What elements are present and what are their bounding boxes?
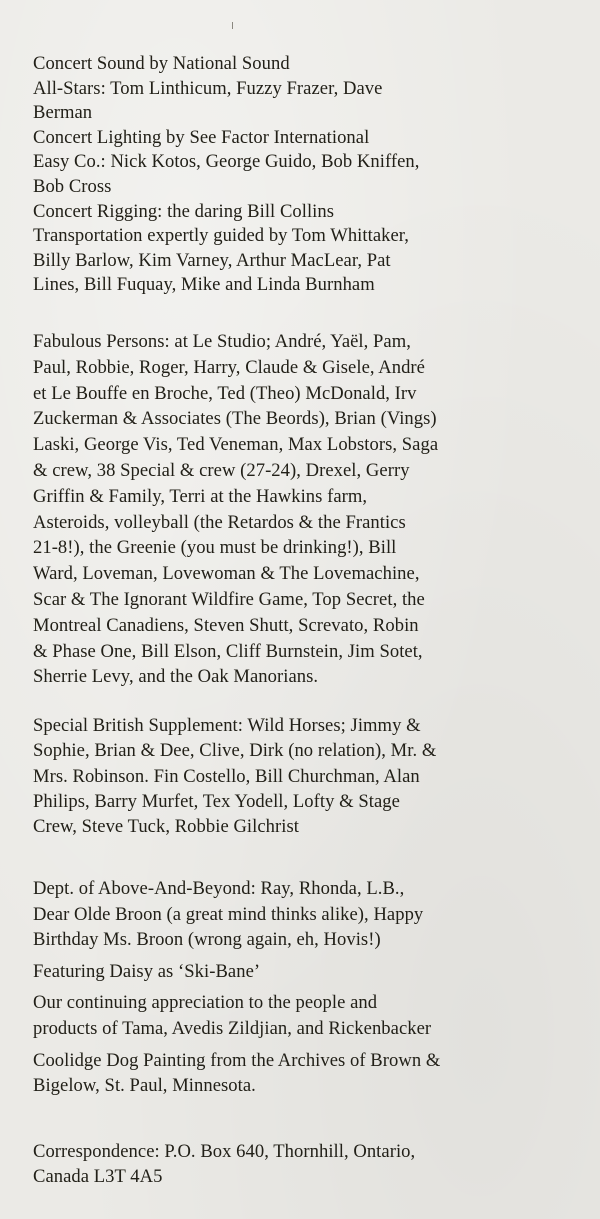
text-line: Dear Olde Broon (a great mind thinks alike), Happy <box>33 903 424 925</box>
text-line: & Phase One, Bill Elson, Cliff Burnstein, Jim Sotet, <box>33 640 423 662</box>
text-line: Philips, Barry Murfet, Tex Yodell, Lofty & Stage <box>33 790 400 812</box>
text-line: Coolidge Dog Painting from the Archives of Brown & <box>33 1049 441 1071</box>
text-line: Bigelow, St. Paul, Minnesota. <box>33 1075 256 1097</box>
text-line: Our continuing appreciation to the people and <box>33 992 378 1014</box>
text-line: Transportation expertly guided by Tom Whittaker, <box>33 225 409 247</box>
correspondence-section <box>33 1139 578 1189</box>
printed-tick-mark <box>232 22 233 29</box>
text-line: Canada L3T 4A5 <box>33 1166 163 1187</box>
text-line: Special British Supplement: Wild Horses; Jimmy & <box>33 715 421 736</box>
text-line: Sophie, Brian & Dee, Clive, Dirk (no relation), Mr. & <box>33 740 437 762</box>
text-line: products of Tama, Avedis Zildjian, and Rickenbacker <box>33 1017 432 1039</box>
text-line: Correspondence: P.O. Box 640, Thornhill, Ontario, <box>33 1141 416 1162</box>
text-line: Crew, Steve Tuck, Robbie Gilchrist <box>33 816 299 838</box>
text-line: Lines, Bill Fuquay, Mike and Linda Burnham <box>33 274 375 296</box>
text-line: Dept. of Above-And-Beyond: Ray, Rhonda, L.B., <box>33 878 405 899</box>
text-line: Bob Cross <box>33 175 112 197</box>
text-line: et Le Bouffe en Broche, Ted (Theo) McDonald, Irv <box>33 382 417 404</box>
text-line: Concert Lighting by See Factor International <box>33 126 370 148</box>
text-line: Zuckerman & Associates (The Beords), Brian (Vings) <box>33 408 437 430</box>
text-line: Asteroids, volleyball (the Retardos & the Frantics <box>33 511 406 533</box>
text-line: Paul, Robbie, Roger, Harry, Claude & Gisele, André <box>33 356 425 378</box>
above-and-beyond-section <box>33 876 578 1099</box>
text-line: Scar & The Ignorant Wildfire Game, Top Secret, the <box>33 588 425 610</box>
text-line: Montreal Canadiens, Steven Shutt, Screvato, Robin <box>33 614 419 636</box>
text-line: Laski, George Vis, Ted Veneman, Max Lobstors, Saga <box>33 434 439 456</box>
fabulous-persons-section <box>33 329 578 690</box>
text-line: Featuring Daisy as ‘Ski-Bane’ <box>33 960 261 982</box>
text-line: Concert Sound by National Sound <box>33 53 290 74</box>
text-line: Concert Rigging: the daring Bill Collins <box>33 200 335 222</box>
text-line: Berman <box>33 102 93 124</box>
text-line: Easy Co.: Nick Kotos, George Guido, Bob Kniffen, <box>33 151 420 173</box>
text-line: All-Stars: Tom Linthicum, Fuzzy Frazer, Dave <box>33 77 383 99</box>
credits-crew-section <box>33 52 578 298</box>
text-line: & crew, 38 Special & crew (27-24), Drexel, Gerry <box>33 459 410 481</box>
text-line: 21-8!), the Greenie (you must be drinking!), Bill <box>33 537 397 559</box>
text-line: Billy Barlow, Kim Varney, Arthur MacLear, Pat <box>33 249 391 271</box>
text-line: Griffin & Family, Terri at the Hawkins farm, <box>33 485 368 507</box>
text-line: Ward, Loveman, Lovewoman & The Lovemachine, <box>33 563 420 585</box>
text-line: Sherrie Levy, and the Oak Manorians. <box>33 666 319 688</box>
text-line: Mrs. Robinson. Fin Costello, Bill Churchman, Alan <box>33 765 420 787</box>
text-line: Fabulous Persons: at Le Studio; André, Yaël, Pam, <box>33 331 411 352</box>
text-line: Birthday Ms. Broon (wrong again, eh, Hovis!) <box>33 929 381 951</box>
british-supplement-section <box>33 713 578 839</box>
